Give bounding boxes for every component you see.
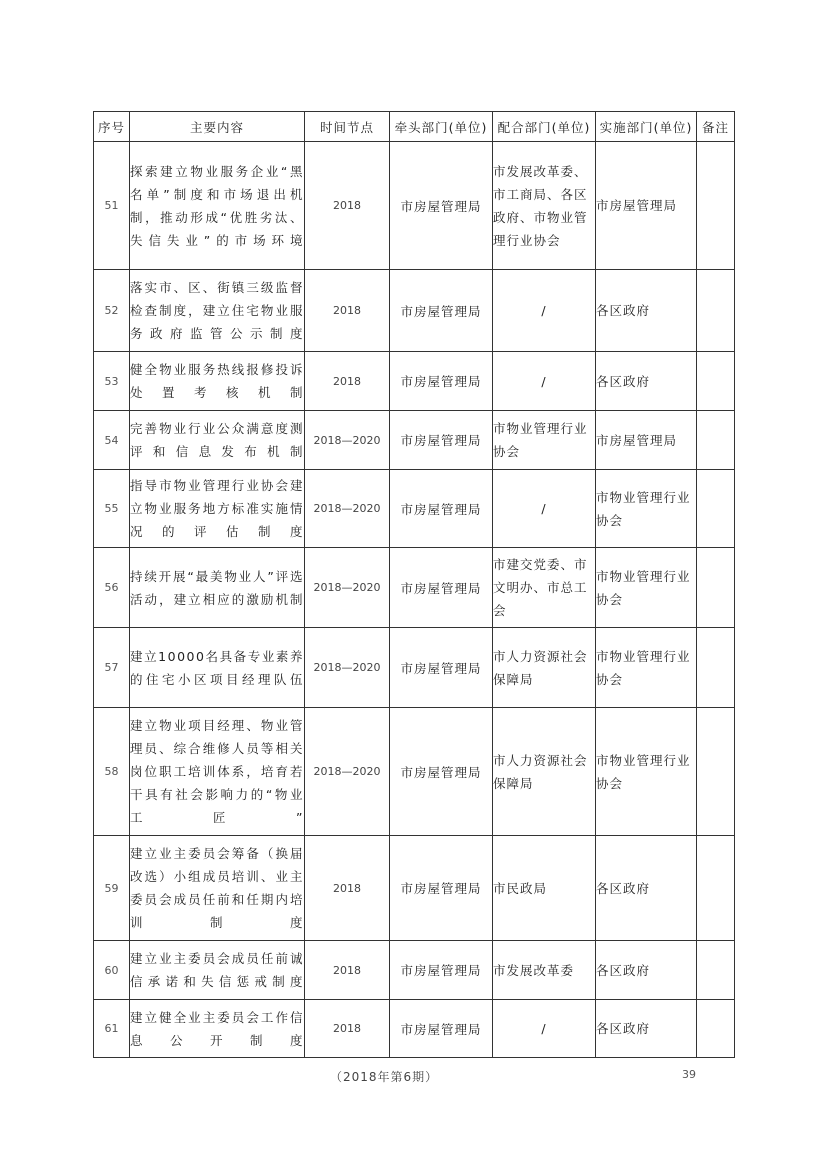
row-time: 2018	[305, 270, 390, 352]
row-coop: 市发展改革委、市工商局、各区政府、市物业管理行业协会	[493, 142, 596, 270]
row-coop: 市民政局	[493, 836, 596, 941]
task-table	[93, 111, 735, 1058]
row-content: 建立健全业主委员会工作信息公开制度	[130, 1000, 305, 1058]
row-content: 持续开展“最美物业人”评选活动，建立相应的激励机制	[130, 548, 305, 628]
row-content: 建立业主委员会成员任前诚信承诺和失信惩戒制度	[130, 941, 305, 1000]
row-no: 57	[94, 628, 130, 708]
row-coop: /	[493, 270, 596, 352]
table-row	[94, 411, 735, 470]
table-header-row	[94, 112, 735, 142]
row-lead: 市房屋管理局	[390, 1000, 493, 1058]
row-lead: 市房屋管理局	[390, 548, 493, 628]
row-lead: 市房屋管理局	[390, 352, 493, 411]
row-note	[697, 836, 735, 941]
row-impl: 市房屋管理局	[596, 142, 697, 270]
table-row	[94, 548, 735, 628]
row-coop: /	[493, 470, 596, 548]
row-no: 56	[94, 548, 130, 628]
header-coop: 配合部门(单位)	[493, 112, 596, 142]
row-coop: 市发展改革委	[493, 941, 596, 1000]
row-time: 2018	[305, 941, 390, 1000]
table-row	[94, 270, 735, 352]
row-note	[697, 628, 735, 708]
row-lead: 市房屋管理局	[390, 270, 493, 352]
row-note	[697, 548, 735, 628]
row-time: 2018—2020	[305, 470, 390, 548]
row-impl: 市物业管理行业协会	[596, 548, 697, 628]
row-time: 2018—2020	[305, 548, 390, 628]
row-impl: 各区政府	[596, 270, 697, 352]
row-impl: 市房屋管理局	[596, 411, 697, 470]
row-content: 建立10000名具备专业素养的住宅小区项目经理队伍	[130, 628, 305, 708]
row-lead: 市房屋管理局	[390, 836, 493, 941]
row-impl: 市物业管理行业协会	[596, 708, 697, 836]
row-lead: 市房屋管理局	[390, 142, 493, 270]
row-note	[697, 270, 735, 352]
row-content: 建立物业项目经理、物业管理员、综合维修人员等相关岗位职工培训体系，培育若干具有社会影响力的“物业工匠”	[130, 708, 305, 836]
header-impl: 实施部门(单位)	[596, 112, 697, 142]
table-row	[94, 628, 735, 708]
row-impl: 各区政府	[596, 1000, 697, 1058]
row-lead: 市房屋管理局	[390, 941, 493, 1000]
row-note	[697, 352, 735, 411]
row-no: 61	[94, 1000, 130, 1058]
row-time: 2018	[305, 352, 390, 411]
row-content: 探索建立物业服务企业“黑名单”制度和市场退出机制，推动形成“优胜劣汰、失信失业”的市场环境	[130, 142, 305, 270]
row-coop: 市建交党委、市文明办、市总工会	[493, 548, 596, 628]
row-content: 指导市物业管理行业协会建立物业服务地方标准实施情况的评估制度	[130, 470, 305, 548]
header-content: 主要内容	[130, 112, 305, 142]
row-coop: /	[493, 352, 596, 411]
header-lead: 牵头部门(单位)	[390, 112, 493, 142]
row-coop: 市人力资源社会保障局	[493, 628, 596, 708]
row-content: 完善物业行业公众满意度测评和信息发布机制	[130, 411, 305, 470]
row-note	[697, 411, 735, 470]
table-row	[94, 1000, 735, 1058]
row-no: 53	[94, 352, 130, 411]
header-time: 时间节点	[305, 112, 390, 142]
row-no: 58	[94, 708, 130, 836]
row-coop: 市物业管理行业协会	[493, 411, 596, 470]
row-impl: 各区政府	[596, 836, 697, 941]
row-impl: 各区政府	[596, 352, 697, 411]
row-content: 落实市、区、街镇三级监督检查制度，建立住宅物业服务政府监管公示制度	[130, 270, 305, 352]
header-note: 备注	[697, 112, 735, 142]
row-note	[697, 1000, 735, 1058]
row-time: 2018	[305, 142, 390, 270]
row-impl: 各区政府	[596, 941, 697, 1000]
row-no: 60	[94, 941, 130, 1000]
table-row	[94, 352, 735, 411]
table-row	[94, 836, 735, 941]
table-row	[94, 708, 735, 836]
row-no: 51	[94, 142, 130, 270]
row-time: 2018	[305, 1000, 390, 1058]
row-time: 2018—2020	[305, 628, 390, 708]
row-time: 2018—2020	[305, 411, 390, 470]
table-row	[94, 941, 735, 1000]
row-coop: /	[493, 1000, 596, 1058]
row-coop: 市人力资源社会保障局	[493, 708, 596, 836]
row-no: 59	[94, 836, 130, 941]
issue-footer: （2018年第6期）	[330, 1070, 439, 1084]
row-impl: 市物业管理行业协会	[596, 470, 697, 548]
row-note	[697, 470, 735, 548]
row-no: 52	[94, 270, 130, 352]
page-number: 39	[682, 1068, 696, 1081]
header-no: 序号	[94, 112, 130, 142]
row-lead: 市房屋管理局	[390, 470, 493, 548]
row-impl: 市物业管理行业协会	[596, 628, 697, 708]
row-note	[697, 708, 735, 836]
table-row	[94, 470, 735, 548]
row-no: 54	[94, 411, 130, 470]
row-time: 2018—2020	[305, 708, 390, 836]
row-no: 55	[94, 470, 130, 548]
table-row	[94, 142, 735, 270]
row-lead: 市房屋管理局	[390, 708, 493, 836]
row-content: 建立业主委员会筹备（换届改选）小组成员培训、业主委员会成员任前和任期内培训制度	[130, 836, 305, 941]
row-time: 2018	[305, 836, 390, 941]
row-lead: 市房屋管理局	[390, 628, 493, 708]
row-note	[697, 142, 735, 270]
row-note	[697, 941, 735, 1000]
row-lead: 市房屋管理局	[390, 411, 493, 470]
row-content: 健全物业服务热线报修投诉处置考核机制	[130, 352, 305, 411]
